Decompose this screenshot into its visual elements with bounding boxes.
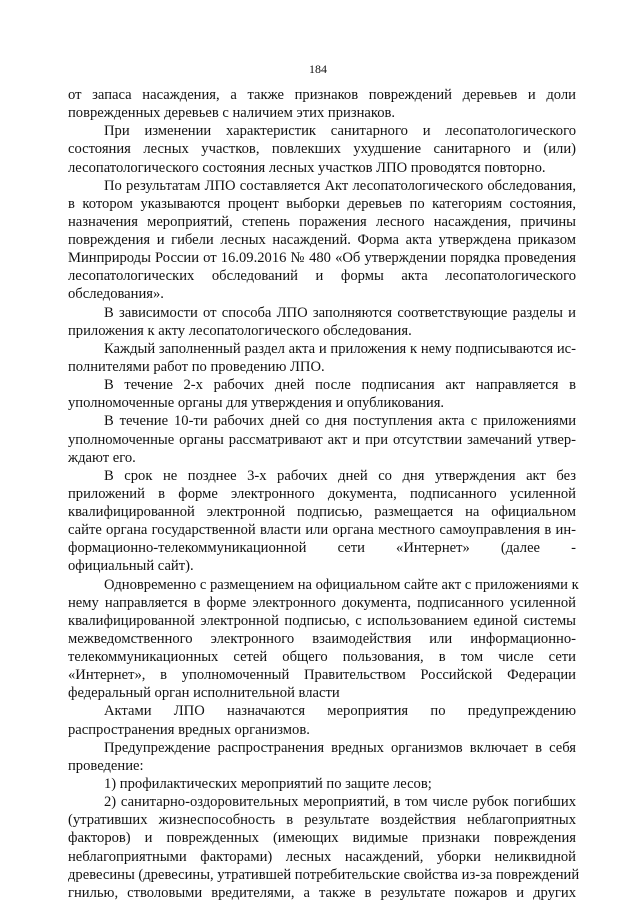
text-line: «Интернет», в уполномоченный Правительством Российской Федерации bbox=[68, 667, 576, 684]
text-line: В течение 2-х рабочих дней после подписания акт направляется в bbox=[104, 377, 576, 394]
text-line: телекоммуникационных сетей общего пользования, в том числе сети bbox=[68, 649, 576, 665]
text-line: Минприроды России от 16.09.2016 № 480 «Об утверждении порядка проведения bbox=[68, 250, 576, 267]
text-line: сайте органа государственной власти или органа местного самоуправления в ин- bbox=[68, 522, 576, 539]
text-line: факторов) и поврежденных (имеющих видимые признаки повреждения bbox=[68, 830, 576, 847]
text-line: федеральный орган исполнительной власти bbox=[68, 685, 340, 702]
text-line: Каждый заполненный раздел акта и приложения к нему подписываются ис- bbox=[104, 340, 576, 357]
text-line: В течение 10-ти рабочих дней со дня поступления акта с приложениями bbox=[104, 413, 576, 430]
text-line: полнителями работ по проведению ЛПО. bbox=[68, 358, 325, 375]
text-line: 1) профилактических мероприятий по защите лесов; bbox=[104, 775, 432, 792]
text-line: квалифицированной электронной подписью, с использованием единой системы bbox=[68, 612, 576, 629]
text-line: распространения вредных организмов. bbox=[68, 721, 310, 738]
text-line: уполномоченные органы для утверждения и опубликования. bbox=[68, 395, 445, 412]
text-line: 2) санитарно-оздоровительных мероприятий, в том числе рубок погибших bbox=[104, 794, 576, 811]
text-line: формационно-телекоммуникационной сети «Интернет» (далее - bbox=[68, 540, 576, 557]
text-line: В срок не позднее 3-х рабочих дней со дня утверждения акт без bbox=[104, 467, 576, 484]
text-line: При изменении характеристик санитарного и лесопатологического bbox=[104, 123, 576, 140]
text-line: проведение: bbox=[68, 757, 144, 774]
text-line: неблагоприятными факторами) лесных насаждений, уборки неликвидной bbox=[68, 848, 576, 865]
text-line: древесины (древесины, утратившей потребительские свойства из-за повреждений bbox=[68, 866, 580, 883]
text-line: лесопатологического состояния лесных участков ЛПО проводятся повторно. bbox=[68, 159, 546, 176]
text-line: приложений в форме электронного документа, подписанного усиленной bbox=[68, 485, 576, 502]
text-line: По результатам ЛПО составляется Акт лесопатологического обследования, bbox=[104, 177, 576, 194]
text-line: официальный сайт). bbox=[68, 558, 194, 575]
text-line: обследования». bbox=[68, 286, 164, 303]
text-line: лесопатологических обследований и формы акта лесопатологического bbox=[68, 268, 576, 285]
text-line: поврежденных деревьев с наличием этих признаков. bbox=[68, 105, 396, 122]
text-line: назначения мероприятий, степень поражения лесного насаждения, причины bbox=[68, 213, 576, 230]
text-line: приложения к акту лесопатологического обследования. bbox=[68, 322, 412, 339]
text-line: межведомственного электронного взаимодействия или информационно- bbox=[68, 630, 576, 647]
text-line: от запаса насаждения, а также признаков повреждений деревьев и доли bbox=[68, 87, 576, 103]
text-line: квалифицированной электронной подписью, размещается на официальном bbox=[68, 504, 576, 520]
text-line: в котором указываются процент выборки деревьев по категориям состояния, bbox=[68, 195, 576, 212]
text-line: гнилью, стволовыми вредителями, а также в результате пожаров и других bbox=[68, 884, 576, 901]
text-line: Предупреждение распространения вредных организмов включает в себя bbox=[104, 739, 576, 756]
text-line: ждают его. bbox=[68, 449, 136, 466]
text-line: (утративших жизнеспособность в результате воздействия неблагоприятных bbox=[68, 812, 576, 829]
text-line: Актами ЛПО назначаются мероприятия по предупреждению bbox=[104, 703, 576, 720]
text-line: повреждения и гибели лесных насаждений. Форма акта утверждена приказом bbox=[68, 232, 576, 248]
text-line: Одновременно с размещением на официальном сайте акт с приложениями к bbox=[104, 576, 579, 593]
text-line: уполномоченные органы рассматривают акт и при отсутствии замечаний утвер- bbox=[68, 431, 576, 448]
text-line: В зависимости от способа ЛПО заполняются соответствующие разделы и bbox=[104, 304, 576, 321]
text-line: состояния лесных участков, повлекших ухудшение санитарного и (или) bbox=[68, 141, 576, 158]
text-line: нему направляется в форме электронного документа, подписанного усиленной bbox=[68, 594, 576, 611]
page-number: 184 bbox=[309, 62, 327, 76]
